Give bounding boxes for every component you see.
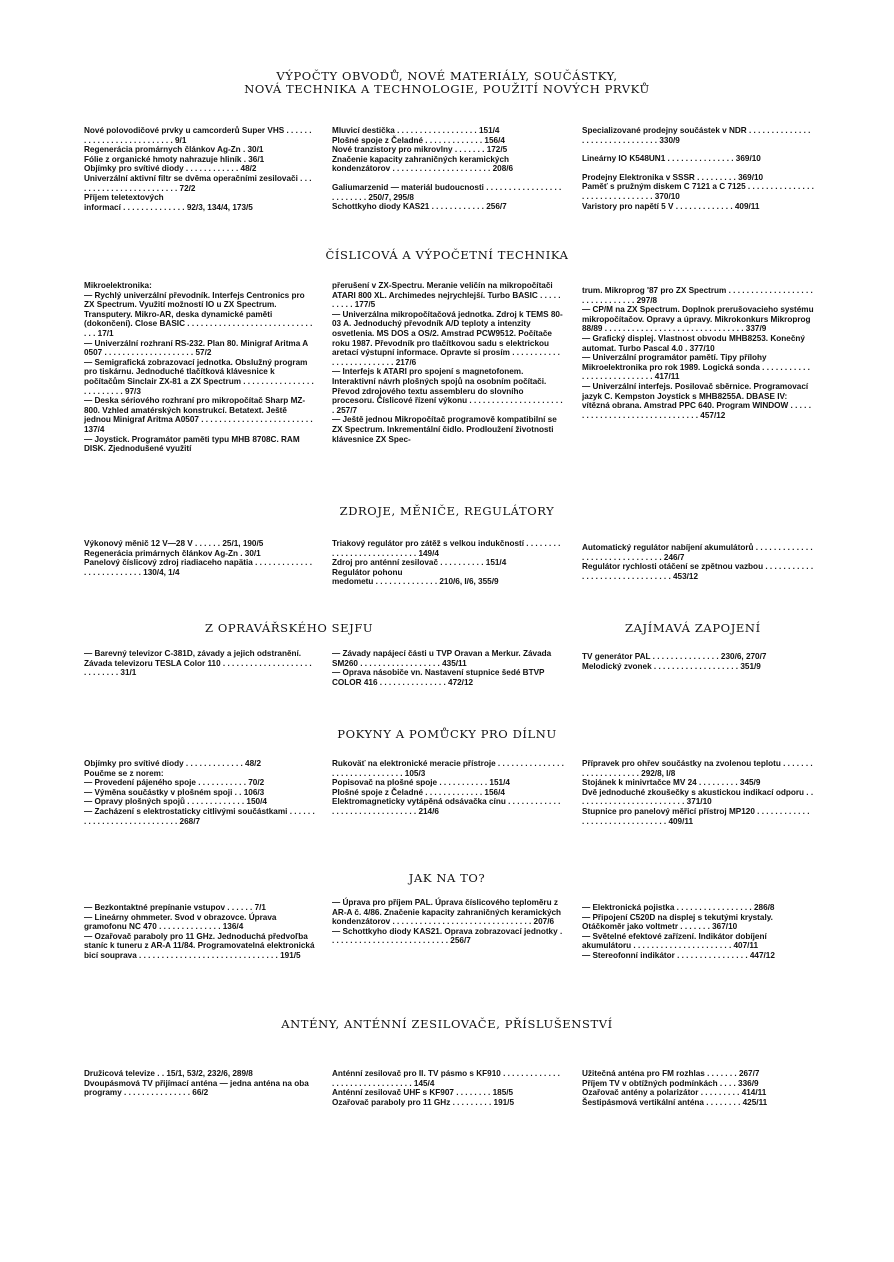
index-entry: — Oprava násobiče vn. Nastavení stupnice šedé BTVP COLOR 416 . . . . . . . . . . . . . . . 472/12	[332, 668, 547, 687]
index-entry: Příjem TV v obtížných podmínkách . . . . 336/9	[582, 1078, 759, 1088]
index-entry: Melodický zvonek . . . . . . . . . . . . . . . . . . . 351/9	[582, 661, 761, 671]
index-entry: — Elektronická pojistka . . . . . . . . . . . . . . . . . 286/8	[582, 903, 775, 912]
index-entry: Elektromagneticky vytápěná odsávačka cínu . . . . . . . . . . . . . . . . . . . . . . . . . . . . . . . 214/6	[332, 797, 563, 816]
column-antennas-2	[332, 1069, 564, 1107]
column-components-2	[332, 126, 564, 212]
column-workshop-2	[332, 759, 567, 817]
column-repair-2	[332, 649, 564, 687]
column-antennas-1	[84, 1069, 316, 1098]
section-heading-computing: ČÍSLICOVÁ A VÝPOČETNÍ TECHNIKA	[325, 248, 569, 262]
index-entry: Dvě jednoduché zkoušečky s akustickou indikací odporu . . . . . . . . . . . . . . . . . . . . . . . . . 371/10	[582, 787, 816, 807]
index-entry: Stupnice pro panelový měřicí přístroj MP120 . . . . . . . . . . . . . . . . . . . . . . . . . . . . . . . 409/11	[582, 806, 812, 826]
index-entry: trum. Mikroprog '87 pro ZX Spectrum . . . . . . . . . . . . . . . . . . . . . . . . . . . . . . . 297/8	[582, 286, 816, 305]
column-computing-3	[582, 286, 814, 420]
column-circuits-1	[582, 652, 814, 671]
section-heading-power: ZDROJE, MĚNIČE, REGULÁTORY	[339, 504, 555, 518]
column-computing-1	[84, 281, 316, 454]
index-entry: Prodejny Elektronika v SSSR . . . . . . . . . 369/10	[582, 172, 764, 182]
index-entry: Regulátor rychlosti otáčení se zpětnou vazbou . . . . . . . . . . . . . . . . . . . . . . . . . . . . . . . 453/12	[582, 562, 816, 581]
index-entry: Panelový číslicový zdroj riadiaceho napätia . . . . . . . . . . . . . . . . . . . . . . . . . . 130/4, 1/4	[84, 558, 315, 577]
column-howto-1	[84, 903, 316, 961]
index-entry: — Schottkyho diody KAS21. Oprava zobrazovací jednotky . . . . . . . . . . . . . . . . . . . . . . . . . . . 256/7	[332, 926, 565, 946]
index-entry: — Interfejs k ATARI pro spojení s magnetofonem. Interaktivní návrh plošných spojů na osobním počítači. Převod zdrojového textu assembleru do slovního procesoru. Číslicové řízení výkonu . . . . . . . . . . . . . . . . . . . . . . 257/7	[332, 367, 565, 415]
section-heading-howto: JAK NA TO?	[408, 871, 486, 885]
index-entry: — Výměna součástky v plošném spoji . . 106/3	[84, 787, 265, 797]
index-entry: Přípravek pro ohřev součástky na zvolenou teplotu . . . . . . . . . . . . . . . . . . . . 292/8, I/8	[582, 759, 815, 778]
index-entry: Ozařovač antény a polarizátor . . . . . . . . . 414/11	[582, 1088, 767, 1098]
column-power-1	[84, 539, 316, 577]
index-entry: — Bezkontaktné prepínanie vstupov . . . . . . 7/1	[84, 903, 266, 912]
index-entry: Nové polovodičové prvky u camcorderů Super VHS . . . . . . . . . . . . . . . . . . . . . . . . . . 9/1	[84, 126, 314, 145]
index-entry: Triakový regulátor pro zátěž s velkou indukčností . . . . . . . . . . . . . . . . . . . . . . . . . . . 149/4	[332, 539, 563, 558]
index-entry: Lineárny IO K548UN1 . . . . . . . . . . . . . . . 369/10	[582, 154, 761, 164]
index-entry: Dvoupásmová TV přijímací anténa — jedna anténa na oba programy . . . . . . . . . . . . . . . 66/2	[84, 1078, 312, 1098]
index-entry: Plošné spoje z Čeladné . . . . . . . . . . . . . 156/4	[332, 787, 505, 797]
index-entry: TV generátor PAL . . . . . . . . . . . . . . . 230/6, 270/7	[582, 652, 767, 661]
column-power-3	[582, 543, 814, 581]
index-entry: Mikroelektronika: — Rychlý univerzální převodník. Interfejs Centronics pro ZX Spectrum. Využití možností IO u ZX Spectrum. Transputery. Mikro-AR, deska dynamické paměti (dokončení). Close BASIC . . . . . . . . . . . . . . . . . . . . . . . . . . . . . . . 17/1	[84, 281, 313, 338]
index-entry: Galiumarzenid — materiál budoucnosti . . . . . . . . . . . . . . . . . . . . . . . . . 250/7, 295/8	[332, 182, 564, 202]
index-entry: Objímky pro svítivé diody . . . . . . . . . . . . 48/2	[84, 164, 257, 174]
index-entry: Užitečná anténa pro FM rozhlas . . . . . . . 267/7	[582, 1069, 760, 1078]
index-entry: — Univerzální interfejs. Posilovač sběrnice. Programovací jazyk C. Kempston Joystick s MHB8255A. DBASE IV: vítězná obrana. Amstrad PPC 640. Program WINDOW . . . . . . . . . . . . . . . . . . . . . . . . . . . . . . . 457/12	[582, 381, 814, 420]
column-computing-2	[332, 281, 564, 444]
section-heading-components: VÝPOČTY OBVODŮ, NOVÉ MATERIÁLY, SOUČÁSTKY, NOVÁ TECHNIKA A TECHNOLOGIE, POUŽITÍ NOVÝCH PRVKŮ	[244, 69, 650, 96]
index-entry: — Grafický displej. Vlastnost obvodu MHB8253. Konečný automat. Turbo Pascal 4.0 . 377/10	[582, 333, 808, 353]
index-entry: Regulátor pohonu medometu . . . . . . . . . . . . . . 210/6, I/6, 355/9	[332, 567, 499, 587]
index-entry: Varistory pro napětí 5 V . . . . . . . . . . . . . 409/11	[582, 201, 760, 211]
index-entry: — Lineárny ohmmeter. Svod v obrazovce. Úprava gramofonu NC 470 . . . . . . . . . . . . . . 136/4	[84, 912, 279, 932]
index-entry: Stojánek k minivrtačce MV 24 . . . . . . . . . 345/9	[582, 778, 761, 788]
index-entry: Šestipásmová vertikální anténa . . . . . . . . 425/11	[582, 1097, 768, 1107]
index-entry: — Úprava pro příjem PAL. Úprava číslicového teploměru z AR-A č. 4/86. Značenie kapacity zahraničných keramických kondenzátorov . . . . . . . . . . . . . . . . . . . . . . . . . . . . . . . 207/6	[332, 898, 564, 927]
index-entry: — Ještě jednou Mikropočítač programově kompatibilní se ZX Spectrum. Inkrementální čidlo. Prodloužení životnosti klávesnice ZX Spec-	[332, 415, 560, 444]
column-components-1	[84, 126, 316, 212]
column-howto-2	[332, 898, 564, 946]
index-entry: — Zacházení s elektrostaticky citlivými součástkami . . . . . . . . . . . . . . . . . . . . . . . . . . . 268/7	[84, 806, 317, 826]
column-components-3	[582, 126, 817, 211]
section-heading-circuits: ZAJÍMAVÁ ZAPOJENÍ	[625, 621, 761, 635]
index-entry: — Semigrafická zobrazovací jednotka. Obslužný program pro tiskárnu. Jednoduché tlačítková klávesnice k počítačům Sinclair ZX-81 a ZX Spectrum . . . . . . . . . . . . . . . . . . . . . . . . . 97/3	[84, 357, 317, 396]
index-entry: Schottkyho diody KAS21 . . . . . . . . . . . . 256/7	[332, 202, 507, 212]
index-entry: — Deska sériového rozhraní pro mikropočítač Sharp MZ-800. Vzhled amatérských konstrukcí. Betatext. Ještě jednou Minigraf Aritma A0507 . . . . . . . . . . . . . . . . . . . . . . . . . 137/4	[84, 396, 315, 434]
column-power-2	[332, 539, 564, 587]
section-heading-repair: Z OPRAVÁŘSKÉHO SEJFU	[205, 621, 374, 635]
section-heading-antennas: ANTÉNY, ANTÉNNÍ ZESILOVAČE, PŘÍSLUŠENSTVÍ	[281, 1017, 613, 1031]
index-entry: Regenerácia promárnych článkov Ag-Zn . 30/1	[84, 145, 264, 155]
index-entry: Značenie kapacity zahraničných keramických kondenzátorov . . . . . . . . . . . . . . . . . . . . . . 208/6	[332, 154, 514, 174]
index-entry: Nové tranzistory pro mikrovlny . . . . . . . 172/5	[332, 145, 508, 155]
index-entry: Anténní zesilovač UHF s KF907 . . . . . . . . 185/5	[332, 1088, 514, 1098]
index-entry: — Joystick. Programátor paměti typu MHB 8708C. RAM DISK. Zjednodušené využití	[84, 434, 302, 454]
index-entry: Rukoväť na elektronické meracie přístroje . . . . . . . . . . . . . . . . . . . . . . . . . . . . . . . 105/3	[332, 759, 567, 778]
column-repair-1	[84, 649, 316, 678]
index-entry: Ozařovač paraboly pro 11 GHz . . . . . . . . . 191/5	[332, 1097, 515, 1107]
index-entry: Výkonový měnič 12 V—28 V . . . . . . 25/1, 190/5	[84, 539, 264, 548]
index-entry: Poučme se z norem: — Provedení pájeného spoje . . . . . . . . . . . 70/2	[84, 768, 265, 788]
index-entry: Regenerácia primárnych článkov Ag-Zn . 30/1	[84, 548, 261, 558]
index-entry: Specializované prodejny součástek v NDR . . . . . . . . . . . . . . . . . . . . . . . . . . . . . . . 330/9	[582, 126, 813, 145]
index-entry: Fólie z organické hmoty nahrazuje hliník . 36/1	[84, 154, 265, 164]
index-entry: Příjem teletextových informací . . . . . . . . . . . . . . 92/3, 134/4, 173/5	[84, 193, 253, 212]
index-entry: přerušení v ZX-Spectru. Meranie veličín na mikropočítači ATARI 800 XL. Archimedes nejrychlejší. Turbo BASIC . . . . . . . . . . 177/5	[332, 281, 563, 310]
index-entry: Paměť s pružným diskem C 7121 a C 7125 . . . . . . . . . . . . . . . . . . . . . . . . . . . . . . . 370/10	[582, 182, 817, 201]
index-entry: — Opravy plošných spojů . . . . . . . . . . . . . 150/4	[84, 797, 267, 807]
index-entry: Družicová televize . . 15/1, 53/2, 232/6, 289/8	[84, 1069, 253, 1078]
index-entry: Mluvicí destička . . . . . . . . . . . . . . . . . . 151/4	[332, 126, 500, 135]
column-antennas-3	[582, 1069, 814, 1107]
index-entry: Objímky pro svítivé diody . . . . . . . . . . . . . 48/2	[84, 759, 261, 768]
column-workshop-3	[582, 759, 814, 826]
index-entry: — CP/M na ZX Spectrum. Doplnok prerušovacieho systému mikropočítačov. Opravy a úpravy. Mikrokonkurs Mikroprog 88/89 . . . . . . . . . . . . . . . . . . . . . . . . . . . . . . . 337/9	[582, 305, 816, 334]
index-entry: — Ozařovač paraboly pro 11 GHz. Jednoduchá předvoľba staníc k tuneru z AR-A 11/84. Programovatelná elektronická bicí souprava . . . . . . . . . . . . . . . . . . . . . . . . . . . . . . . 191/5	[84, 931, 317, 960]
index-entry: — Univerzální rozhraní RS-232. Plan 80. Minigraf Aritma A 0507 . . . . . . . . . . . . . . . . . . . . 57/2	[84, 338, 311, 358]
index-entry: — Závady napájecí části u TVP Oravan a Merkur. Závada SM260 . . . . . . . . . . . . . . . . . . 435/11	[332, 649, 554, 668]
index-entry: — Barevný televizor C-381D, závady a jejich odstranění. Závada televizoru TESLA Color 110 . . . . . . . . . . . . . . . . . . . . . . . . . . . . 31/1	[84, 649, 314, 678]
column-workshop-1	[84, 759, 316, 826]
index-entry: Zdroj pro anténní zesilovač . . . . . . . . . . 151/4	[332, 558, 507, 568]
index-entry: Anténní zesilovač pro II. TV pásmo s KF910 . . . . . . . . . . . . . . . . . . . . . . . . . . . . . . . 145/4	[332, 1069, 563, 1088]
section-heading-workshop: POKYNY A POMŮCKY PRO DÍLNU	[337, 727, 557, 741]
index-entry: Univerzální aktivní filtr se dvěma operačními zesilovači . . . . . . . . . . . . . . . . . . . . . . . . 72/2	[84, 173, 314, 193]
column-howto-3	[582, 903, 814, 961]
index-entry: Automatický regulátor nabíjení akumulátorů . . . . . . . . . . . . . . . . . . . . . . . . . . . . . . . 246/7	[582, 543, 815, 562]
index-entry: — Univerzální programátor pamětí. Tipy přílohy Mikroelektronika pro rok 1989. Logická sonda . . . . . . . . . . . . . . . . . . . . . . . . . . . 417/11	[582, 353, 813, 382]
index-entry: Plošné spoje z Čeladné . . . . . . . . . . . . . 156/4	[332, 135, 505, 145]
index-entry: — Univerzálna mikropočítačová jednotka. Zdroj k TEMS 80-03 A. Jednoduchý převodník A/D teploty a intenzity osvetlenia. MS DOS a OS/2. Amstrad PCW9512. Počítače roku 1987. Převodník pro tlačítkovou sadu s elektrickou aretací výstupní informace. Opravte si prosím . . . . . . . . . . . . . . . . . . . . . . . . . 217/6	[332, 309, 563, 367]
index-entry: Popisovač na plošné spoje . . . . . . . . . . . 151/4	[332, 778, 510, 788]
index-entry: — Světelné efektové zařízení. Indikátor dobíjení akumulátoru . . . . . . . . . . . . . . . . . . . . . . 407/11	[582, 931, 770, 951]
index-entry: — Připojení C520D na displej s tekutými krystaly. Otáčkoměr jako voltmetr . . . . . . . 367/10	[582, 912, 776, 932]
index-entry: — Stereofonní indikátor . . . . . . . . . . . . . . . . 447/12	[582, 950, 775, 960]
